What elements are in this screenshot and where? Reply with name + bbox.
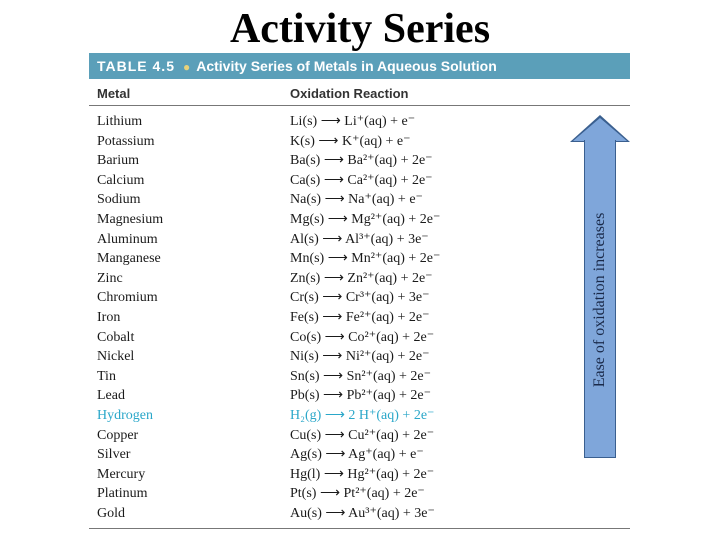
metal-name: Manganese bbox=[97, 251, 161, 267]
oxidation-reaction: Co(s) ⟶ Co²⁺(aq) + 2e⁻ bbox=[290, 329, 435, 345]
arrow-head-fill bbox=[573, 118, 627, 141]
oxidation-reaction: Mn(s) ⟶ Mn²⁺(aq) + 2e⁻ bbox=[290, 251, 441, 267]
metal-name: Hydrogen bbox=[97, 408, 153, 423]
metal-name: Calcium bbox=[97, 172, 145, 188]
arrow-label-text: Ease of oxidation increases bbox=[591, 212, 608, 388]
metal-name: Mercury bbox=[97, 466, 146, 482]
metal-name: Aluminum bbox=[97, 231, 158, 247]
table-row bbox=[0, 504, 720, 524]
oxidation-reaction: Mg(s) ⟶ Mg²⁺(aq) + 2e⁻ bbox=[290, 212, 441, 227]
oxidation-reaction: Ag(s) ⟶ Ag⁺(aq) + e⁻ bbox=[290, 447, 424, 463]
oxidation-reaction: Sn(s) ⟶ Sn²⁺(aq) + 2e⁻ bbox=[290, 368, 432, 384]
metal-name: Lithium bbox=[97, 114, 143, 129]
oxidation-reaction: Ni(s) ⟶ Ni²⁺(aq) + 2e⁻ bbox=[290, 349, 430, 365]
metal-name: Iron bbox=[97, 310, 121, 325]
oxidation-reaction: Al(s) ⟶ Al³⁺(aq) + 3e⁻ bbox=[290, 231, 429, 247]
metal-name: Sodium bbox=[97, 192, 141, 208]
column-header-metal: Metal bbox=[97, 86, 131, 101]
bullet-icon: ● bbox=[182, 60, 191, 74]
oxidation-reaction: Pt(s) ⟶ Pt²⁺(aq) + 2e⁻ bbox=[290, 486, 425, 502]
column-header-reaction: Oxidation Reaction bbox=[290, 86, 409, 101]
metal-name: Platinum bbox=[97, 486, 148, 502]
metal-name: Magnesium bbox=[97, 212, 164, 227]
oxidation-reaction: Au(s) ⟶ Au³⁺(aq) + 3e⁻ bbox=[290, 506, 435, 521]
oxidation-reaction: Pb(s) ⟶ Pb²⁺(aq) + 2e⁻ bbox=[290, 388, 432, 404]
header-divider bbox=[89, 105, 630, 106]
oxidation-reaction: Ba(s) ⟶ Ba²⁺(aq) + 2e⁻ bbox=[290, 153, 433, 169]
metal-name: Tin bbox=[97, 368, 116, 384]
table-row bbox=[0, 465, 720, 485]
metal-name: Zinc bbox=[97, 270, 123, 286]
oxidation-reaction: Hg(l) ⟶ Hg²⁺(aq) + 2e⁻ bbox=[290, 466, 435, 482]
metal-name: Lead bbox=[97, 388, 125, 404]
oxidation-reaction: Na(s) ⟶ Na⁺(aq) + e⁻ bbox=[290, 192, 423, 208]
metal-name: Barium bbox=[97, 153, 139, 169]
table-number: TABLE 4.5 bbox=[97, 58, 175, 74]
table-bottom-rule bbox=[89, 528, 630, 529]
metal-name: Potassium bbox=[97, 133, 155, 149]
metal-name: Silver bbox=[97, 447, 131, 463]
oxidation-reaction: H₂(g) ⟶ 2 H⁺(aq) + 2e⁻ bbox=[290, 408, 435, 423]
oxidation-reaction: Fe(s) ⟶ Fe²⁺(aq) + 2e⁻ bbox=[290, 310, 430, 325]
metal-name: Copper bbox=[97, 427, 139, 443]
oxidation-reaction: Ca(s) ⟶ Ca²⁺(aq) + 2e⁻ bbox=[290, 172, 433, 188]
table-caption-bar bbox=[89, 53, 630, 79]
metal-name: Chromium bbox=[97, 290, 158, 306]
metal-name: Nickel bbox=[97, 349, 135, 365]
table-row bbox=[0, 484, 720, 504]
oxidation-reaction: Cu(s) ⟶ Cu²⁺(aq) + 2e⁻ bbox=[290, 427, 435, 443]
oxidation-reaction: Li(s) ⟶ Li⁺(aq) + e⁻ bbox=[290, 114, 416, 129]
metal-name: Gold bbox=[97, 506, 125, 521]
table-caption: Activity Series of Metals in Aqueous Solution bbox=[196, 58, 497, 74]
oxidation-reaction: K(s) ⟶ K⁺(aq) + e⁻ bbox=[290, 133, 411, 149]
oxidation-reaction: Cr(s) ⟶ Cr³⁺(aq) + 3e⁻ bbox=[290, 290, 430, 306]
slide-title: Activity Series bbox=[229, 6, 491, 52]
metal-name: Cobalt bbox=[97, 329, 135, 345]
oxidation-reaction: Zn(s) ⟶ Zn²⁺(aq) + 2e⁻ bbox=[290, 270, 433, 286]
